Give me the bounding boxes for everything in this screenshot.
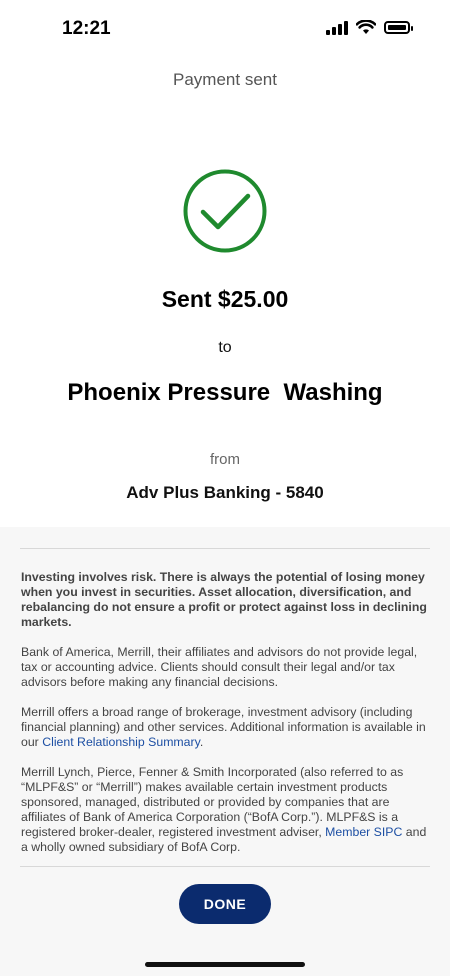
risk-disclosure: Investing involves risk. There is always the potential of losing money when you invest in securities. Asset allocation, diversification, and rebalancing do not ensure a profit or protect against loss in declining markets. (21, 570, 427, 629)
status-time: 12:21 (62, 18, 111, 39)
mlpfs-disclosure (21, 765, 430, 855)
advice-disclosure: Bank of America, Merrill, their affiliates and advisors do not provide legal, tax or accounting advice. Clients should consult their legal and/or tax advisors before making any financial decisions. (21, 645, 418, 689)
checkmark-circle-icon (183, 169, 267, 253)
mlpfs-text-end: and a wholly owned subsidiary of BofA Corp. (21, 825, 427, 854)
disclosures (21, 570, 430, 870)
from-label: from (210, 451, 240, 468)
battery-icon (384, 21, 410, 34)
services-text-end: . (199, 735, 204, 749)
status-bar (0, 0, 450, 58)
services-disclosure (21, 705, 430, 750)
wifi-icon (356, 20, 376, 35)
client-relationship-summary-link[interactable]: Client Relationship Summary (42, 735, 200, 749)
status-icons (326, 20, 410, 35)
services-text: Merrill offers a broad range of brokerage, investment advisory (including financial planning) and other services. Additional information is available in our (21, 705, 426, 749)
recipient-name: Phoenix Pressure Washing (67, 379, 383, 406)
page-title: Payment sent (173, 70, 277, 89)
sent-amount: Sent $25.00 (161, 286, 289, 312)
member-sipc-link[interactable]: Member SIPC (325, 825, 403, 839)
mlpfs-text: Merrill Lynch, Pierce, Fenner & Smith Incorporated (also referred to as “MLPF&S” or “Merrill”) makes available certain investment products sponsored, managed, distributed or provided by companies that are affiliates of Bank of America Corporation (“BofA Corp.”). MLPF&S is a registered broker-dealer, registered investment adviser, (21, 765, 404, 839)
cellular-signal-icon (326, 21, 348, 35)
divider (20, 548, 430, 549)
source-account: Adv Plus Banking - 5840 (126, 483, 324, 502)
done-button[interactable]: DONE (179, 884, 271, 924)
home-indicator (145, 962, 305, 967)
to-label: to (218, 339, 232, 356)
footer-divider (20, 866, 430, 867)
